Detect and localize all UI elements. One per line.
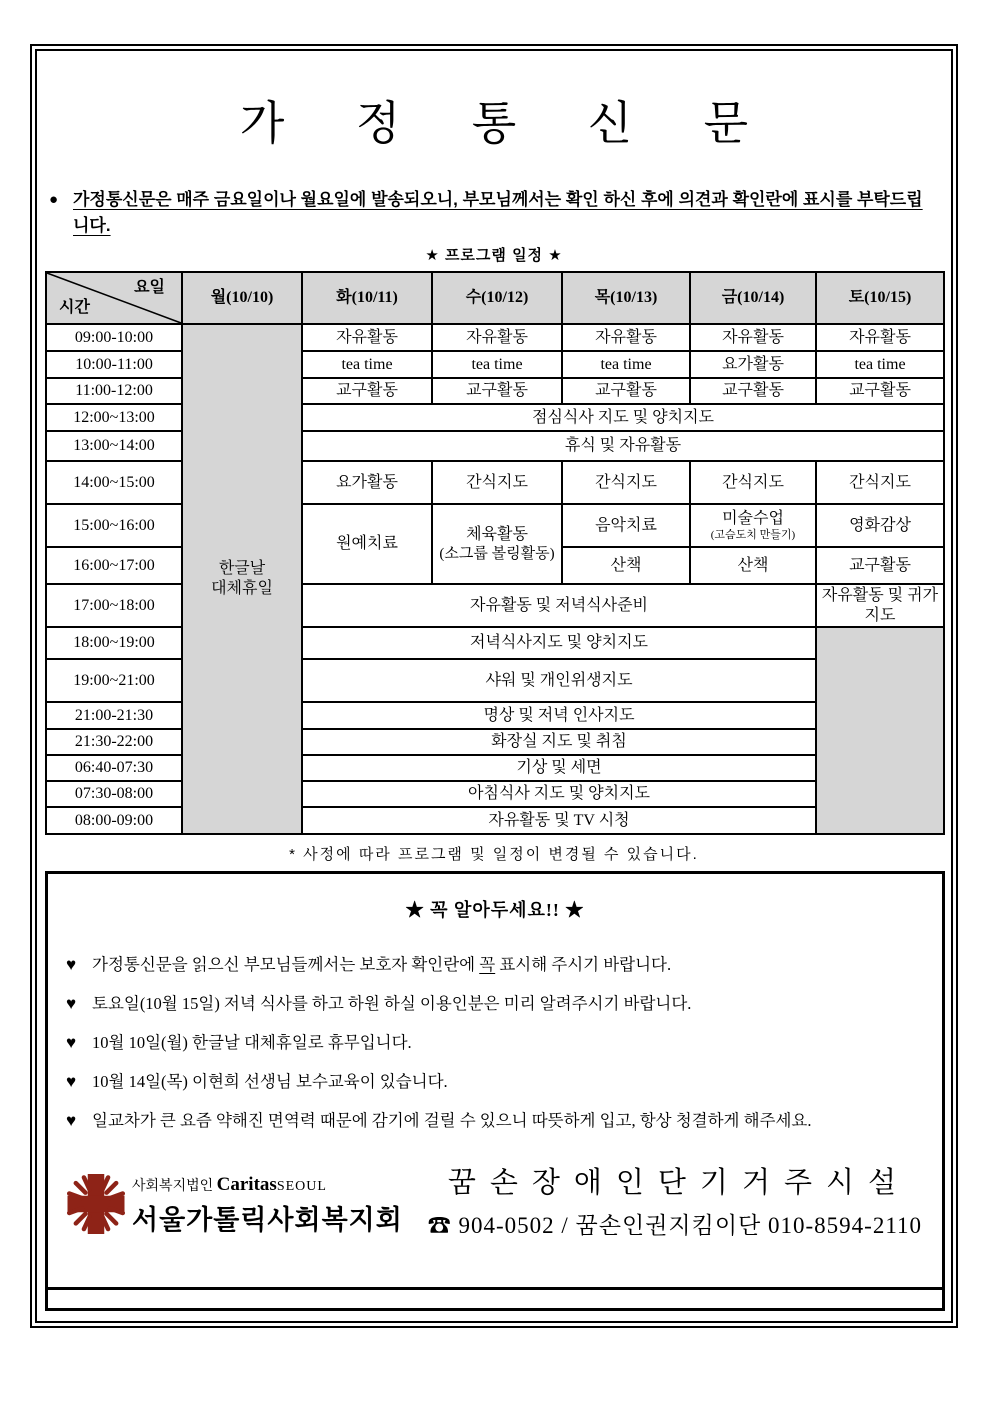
activity-sub: (소그룹 볼링활동) <box>439 546 555 562</box>
schedule-row <box>46 378 944 404</box>
notice-content <box>48 874 942 1287</box>
caritas-logo-icon <box>66 1158 126 1250</box>
notice-item <box>66 954 924 976</box>
newsletter-title: 가 정 통 신 문 <box>239 98 779 149</box>
org-line1 <box>132 1174 403 1196</box>
notice-item <box>66 1110 924 1132</box>
footer <box>66 1158 924 1250</box>
schedule-row <box>46 702 944 729</box>
holiday-line1: 한글날 <box>218 560 266 577</box>
time-cell: 08:00-09:00 <box>46 807 182 834</box>
heart-bullet: ♥ <box>66 1072 77 1092</box>
schedule-row <box>46 351 944 378</box>
activity-cell-merged: 저녁식사지도 및 양치지도 <box>302 627 816 659</box>
time-cell: 13:00~14:00 <box>46 431 182 461</box>
activity-cell: 자유활동 및 귀가지도 <box>816 584 944 627</box>
day-header-sat: 토(10/15) <box>816 272 944 324</box>
heart-bullet: ♥ <box>66 994 77 1014</box>
schedule-row <box>46 324 944 351</box>
notice-item <box>66 1032 924 1054</box>
contact-block <box>428 1160 922 1240</box>
day-header-fri: 금(10/14) <box>690 272 816 324</box>
activity-cell: tea time <box>816 351 944 378</box>
time-cell: 21:30-22:00 <box>46 729 182 755</box>
intro-bullet: ● <box>49 191 59 208</box>
activity-cell: tea time <box>432 351 562 378</box>
program-schedule-table <box>45 271 945 835</box>
program-schedule-heading: ★ 프로그램 일정 ★ <box>425 247 563 264</box>
notice-item-text: 일교차가 큰 요즘 약해진 면역력 때문에 감기에 걸릴 수 있으니 따뜻하게 입고, 항상 청결하게 해주세요. <box>92 1111 812 1131</box>
intro-text: 가정통신문은 매주 금요일이나 월요일에 발송되오니, 부모님께서는 확인 하신 후에 의견과 확인란에 표시를 부탁드립니다. <box>73 190 923 235</box>
time-cell: 19:00~21:00 <box>46 659 182 702</box>
heart-bullet: ♥ <box>66 1111 77 1131</box>
heart-bullet: ♥ <box>66 955 77 974</box>
notice-bottom-strip <box>48 1287 942 1308</box>
activity-cell: 자유활동 <box>816 324 944 351</box>
time-cell: 10:00-11:00 <box>46 351 182 378</box>
logo-block <box>66 1158 403 1250</box>
notice-item-text-post: 표시해 주시기 바랍니다. <box>495 955 672 974</box>
schedule-row <box>46 729 944 755</box>
activity-cell <box>432 504 562 584</box>
schedule-row <box>46 504 944 547</box>
notice-item-text <box>92 954 671 976</box>
activity-cell: 교구활동 <box>302 378 432 404</box>
notice-item-text-pre: 가정통신문을 읽으신 부모님들께서는 보호자 확인란에 <box>92 955 480 974</box>
activity-cell: 요가활동 <box>690 351 816 378</box>
day-header-thu: 목(10/13) <box>562 272 690 324</box>
time-cell: 18:00~19:00 <box>46 627 182 659</box>
activity-cell: 간식지도 <box>816 461 944 504</box>
org-text <box>132 1174 403 1237</box>
org-type-label: 사회복지법인 <box>132 1179 214 1195</box>
activity-cell: 간식지도 <box>432 461 562 504</box>
activity-cell: 자유활동 <box>432 324 562 351</box>
activity-cell-merged: 샤워 및 개인위생지도 <box>302 659 816 702</box>
schedule-row <box>46 404 944 431</box>
facility-name: 꿈손장애인단기거주시설 <box>447 1167 910 1200</box>
activity-cell-merged: 점심식사 지도 및 양치지도 <box>302 404 944 431</box>
intro-note <box>49 187 935 238</box>
holiday-line2: 대체휴일 <box>211 580 273 597</box>
schedule-corner-cell <box>46 272 182 324</box>
notice-item-text: 10월 10일(월) 한글날 대체휴일로 휴무입니다. <box>92 1033 412 1053</box>
notice-item-text: 10월 14일(목) 이현희 선생님 보수교육이 있습니다. <box>92 1072 448 1092</box>
activity-sub: (고슴도치 만들기) <box>710 529 796 542</box>
activity-cell: 요가활동 <box>302 461 432 504</box>
activity-cell: 자유활동 <box>302 324 432 351</box>
activity-cell-merged: 화장실 지도 및 취침 <box>302 729 816 755</box>
time-cell: 09:00-10:00 <box>46 324 182 351</box>
activity-cell: tea time <box>302 351 432 378</box>
day-header-wed: 수(10/12) <box>432 272 562 324</box>
activity-cell-merged: 기상 및 세면 <box>302 755 816 781</box>
activity-cell: tea time <box>562 351 690 378</box>
org-caritas-label: Caritas <box>216 1174 277 1196</box>
activity-cell: 영화감상 <box>816 504 944 547</box>
activity-cell: 산책 <box>690 547 816 584</box>
time-cell: 07:30-08:00 <box>46 781 182 807</box>
notice-heading: ★ 꼭 알아두세요!! ★ <box>405 900 585 920</box>
activity-cell-merged: 명상 및 저녁 인사지도 <box>302 702 816 729</box>
notice-items <box>66 954 924 1132</box>
time-cell: 12:00~13:00 <box>46 404 182 431</box>
activity-cell: 교구활동 <box>816 547 944 584</box>
activity-cell-merged: 자유활동 및 TV 시청 <box>302 807 816 834</box>
activity-cell: 간식지도 <box>562 461 690 504</box>
activity-cell: 교구활동 <box>816 378 944 404</box>
day-header-tue: 화(10/11) <box>302 272 432 324</box>
time-cell: 06:40-07:30 <box>46 755 182 781</box>
time-cell: 21:00-21:30 <box>46 702 182 729</box>
schedule-row <box>46 659 944 702</box>
schedule-header-row <box>46 272 944 324</box>
activity-cell-merged: 자유활동 및 저녁식사준비 <box>302 584 816 627</box>
activity-main: 미술수업 <box>722 510 784 528</box>
time-cell: 15:00~16:00 <box>46 504 182 547</box>
activity-cell: 자유활동 <box>690 324 816 351</box>
activity-cell: 교구활동 <box>690 378 816 404</box>
schedule-footnote: * 사정에 따라 프로그램 및 일정이 변경될 수 있습니다. <box>289 846 699 863</box>
heart-bullet: ♥ <box>66 1033 77 1053</box>
monday-holiday-cell <box>182 324 302 834</box>
day-header-mon: 월(10/10) <box>182 272 302 324</box>
notice-box <box>45 871 945 1311</box>
schedule-row <box>46 431 944 461</box>
time-cell: 16:00~17:00 <box>46 547 182 584</box>
page-border <box>30 44 958 1328</box>
notice-item-emphasis: 꼭 <box>479 955 496 974</box>
schedule-row <box>46 781 944 807</box>
time-cell: 11:00-12:00 <box>46 378 182 404</box>
notice-item <box>66 993 924 1015</box>
corner-day-label: 요일 <box>134 279 165 296</box>
schedule-row <box>46 584 944 627</box>
activity-cell: 원예치료 <box>302 504 432 584</box>
activity-cell: 교구활동 <box>432 378 562 404</box>
activity-cell: 간식지도 <box>690 461 816 504</box>
activity-cell: 산책 <box>562 547 690 584</box>
org-region-label: SEOUL <box>276 1179 327 1195</box>
activity-cell: 교구활동 <box>562 378 690 404</box>
corner-time-label: 시간 <box>59 299 90 316</box>
notice-item-text: 토요일(10월 15일) 저녁 식사를 하고 하원 하실 이용인분은 미리 알려주시기 바랍니다. <box>92 994 692 1014</box>
activity-cell-merged: 휴식 및 자유활동 <box>302 431 944 461</box>
org-name: 서울가톨릭사회복지회 <box>132 1205 403 1236</box>
activity-cell: 자유활동 <box>562 324 690 351</box>
activity-cell: 음악치료 <box>562 504 690 547</box>
activity-cell <box>690 504 816 547</box>
notice-item <box>66 1071 924 1093</box>
time-cell: 17:00~18:00 <box>46 584 182 627</box>
contact-phone-line: ☎ 904-0502 / 꿈손인권지킴이단 010-8594-2110 <box>427 1213 922 1239</box>
schedule-row <box>46 807 944 834</box>
schedule-row <box>46 627 944 659</box>
time-cell: 14:00~15:00 <box>46 461 182 504</box>
schedule-row <box>46 755 944 781</box>
saturday-evening-empty-cell <box>816 627 944 834</box>
activity-main: 체육활동 <box>466 526 528 543</box>
activity-cell-merged: 아침식사 지도 및 양치지도 <box>302 781 816 807</box>
schedule-row <box>46 461 944 504</box>
